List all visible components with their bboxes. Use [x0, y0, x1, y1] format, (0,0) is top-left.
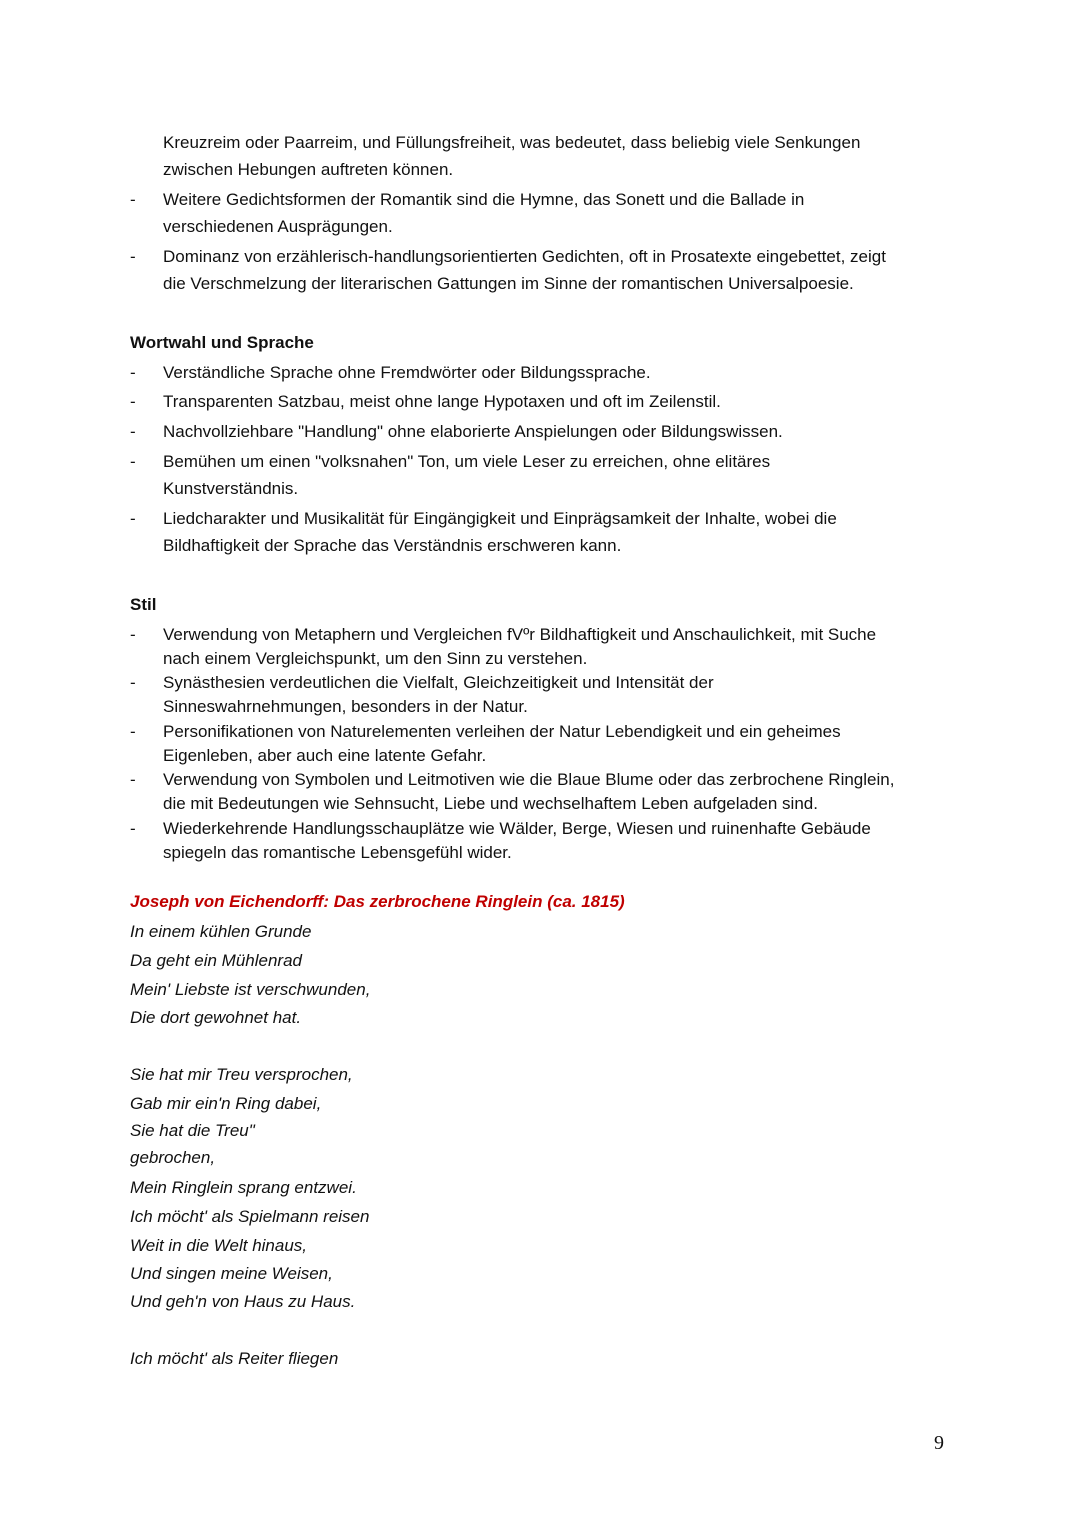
text: die Verschmelzung der literarischen Gattungen im Sinne der romantischen Universalpoesie. [163, 274, 854, 293]
page-number: 9 [934, 1432, 944, 1454]
text: Verwendung von Symbolen und Leitmotiven wie die Blaue Blume oder das zerbrochene Ringlein, [163, 770, 895, 789]
poem-line: Sie hat die Treu" [130, 1121, 255, 1140]
bullet-dash: - [130, 392, 136, 411]
text: Dominanz von erzählerisch-handlungsorientierten Gedichten, oft in Prosatexte eingebettet, zeigt [163, 247, 886, 266]
text: Synästhesien verdeutlichen die Vielfalt, Gleichzeitigkeit und Intensität der [163, 673, 714, 692]
text: Nachvollziehbare "Handlung" ohne elaborierte Anspielungen oder Bildungswissen. [163, 422, 783, 441]
bullet-dash: - [130, 363, 136, 382]
text: Sinneswahrnehmungen, besonders in der Natur. [163, 697, 528, 716]
bullet-dash: - [130, 625, 136, 644]
text: Kunstverständnis. [163, 479, 299, 498]
text: Weitere Gedichtsformen der Romantik sind die Hymne, das Sonett und die Ballade in [163, 190, 805, 209]
bullet-dash: - [130, 190, 136, 209]
text: Bemühen um einen "volksnahen" Ton, um viele Leser zu erreichen, ohne elitäres [163, 452, 771, 471]
poem-line: Gab mir ein'n Ring dabei, [130, 1094, 322, 1113]
text: Liedcharakter und Musikalität für Eingängigkeit und Einprägsamkeit der Inhalte, wobei die [163, 509, 837, 528]
text: spiegeln das romantische Lebensgefühl wider. [163, 843, 512, 862]
poem-line: In einem kühlen Grunde [130, 922, 312, 941]
poem-line: Mein Ringlein sprang entzwei. [130, 1178, 357, 1197]
section-heading: Wortwahl und Sprache [130, 333, 314, 352]
text: Kreuzreim oder Paarreim, und Füllungsfreiheit, was bedeutet, dass beliebig viele Senkungen [163, 133, 861, 152]
bullet-dash: - [130, 673, 136, 692]
text: Wiederkehrende Handlungsschauplätze wie Wälder, Berge, Wiesen und ruinenhafte Gebäude [163, 819, 871, 838]
section-heading: Stil [130, 595, 157, 614]
text: nach einem Vergleichspunkt, um den Sinn zu verstehen. [163, 649, 588, 668]
poem-title: Joseph von Eichendorff: Das zerbrochene Ringlein (ca. 1815) [130, 892, 625, 911]
poem-line: Und singen meine Weisen, [130, 1264, 333, 1283]
text: Verständliche Sprache ohne Fremdwörter oder Bildungssprache. [163, 363, 651, 382]
poem-line: gebrochen, [130, 1148, 216, 1167]
text: Transparenten Satzbau, meist ohne lange Hypotaxen und oft im Zeilenstil. [163, 392, 721, 411]
bullet-dash: - [130, 509, 136, 528]
poem-line: Die dort gewohnet hat. [130, 1008, 302, 1027]
text: verschiedenen Ausprägungen. [163, 217, 393, 236]
text: Bildhaftigkeit der Sprache das Verständnis erschweren kann. [163, 536, 622, 555]
poem-line: Sie hat mir Treu versprochen, [130, 1065, 353, 1084]
poem-line: Ich möcht' als Reiter fliegen [130, 1349, 339, 1368]
bullet-dash: - [130, 422, 136, 441]
bullet-dash: - [130, 452, 136, 471]
bullet-dash: - [130, 247, 136, 266]
text: Eigenleben, aber auch eine latente Gefahr. [163, 746, 487, 765]
poem-line: Mein' Liebste ist verschwunden, [130, 980, 371, 999]
bullet-dash: - [130, 722, 136, 741]
poem-line: Ich möcht' als Spielmann reisen [130, 1207, 370, 1226]
text: Personifikationen von Naturelementen verleihen der Natur Lebendigkeit und ein geheimes [163, 722, 841, 741]
text: die mit Bedeutungen wie Sehnsucht, Liebe und wechselhaftem Leben aufgeladen sind. [163, 794, 818, 813]
bullet-dash: - [130, 770, 136, 789]
poem-line: Weit in die Welt hinaus, [130, 1236, 308, 1255]
text: Verwendung von Metaphern und Vergleichen fVºr Bildhaftigkeit und Anschaulichkeit, mit Suche [163, 625, 877, 644]
text: zwischen Hebungen auftreten können. [163, 160, 454, 179]
bullet-dash: - [130, 819, 136, 838]
poem-line: Und geh'n von Haus zu Haus. [130, 1292, 356, 1311]
poem-line: Da geht ein Mühlenrad [130, 951, 303, 970]
